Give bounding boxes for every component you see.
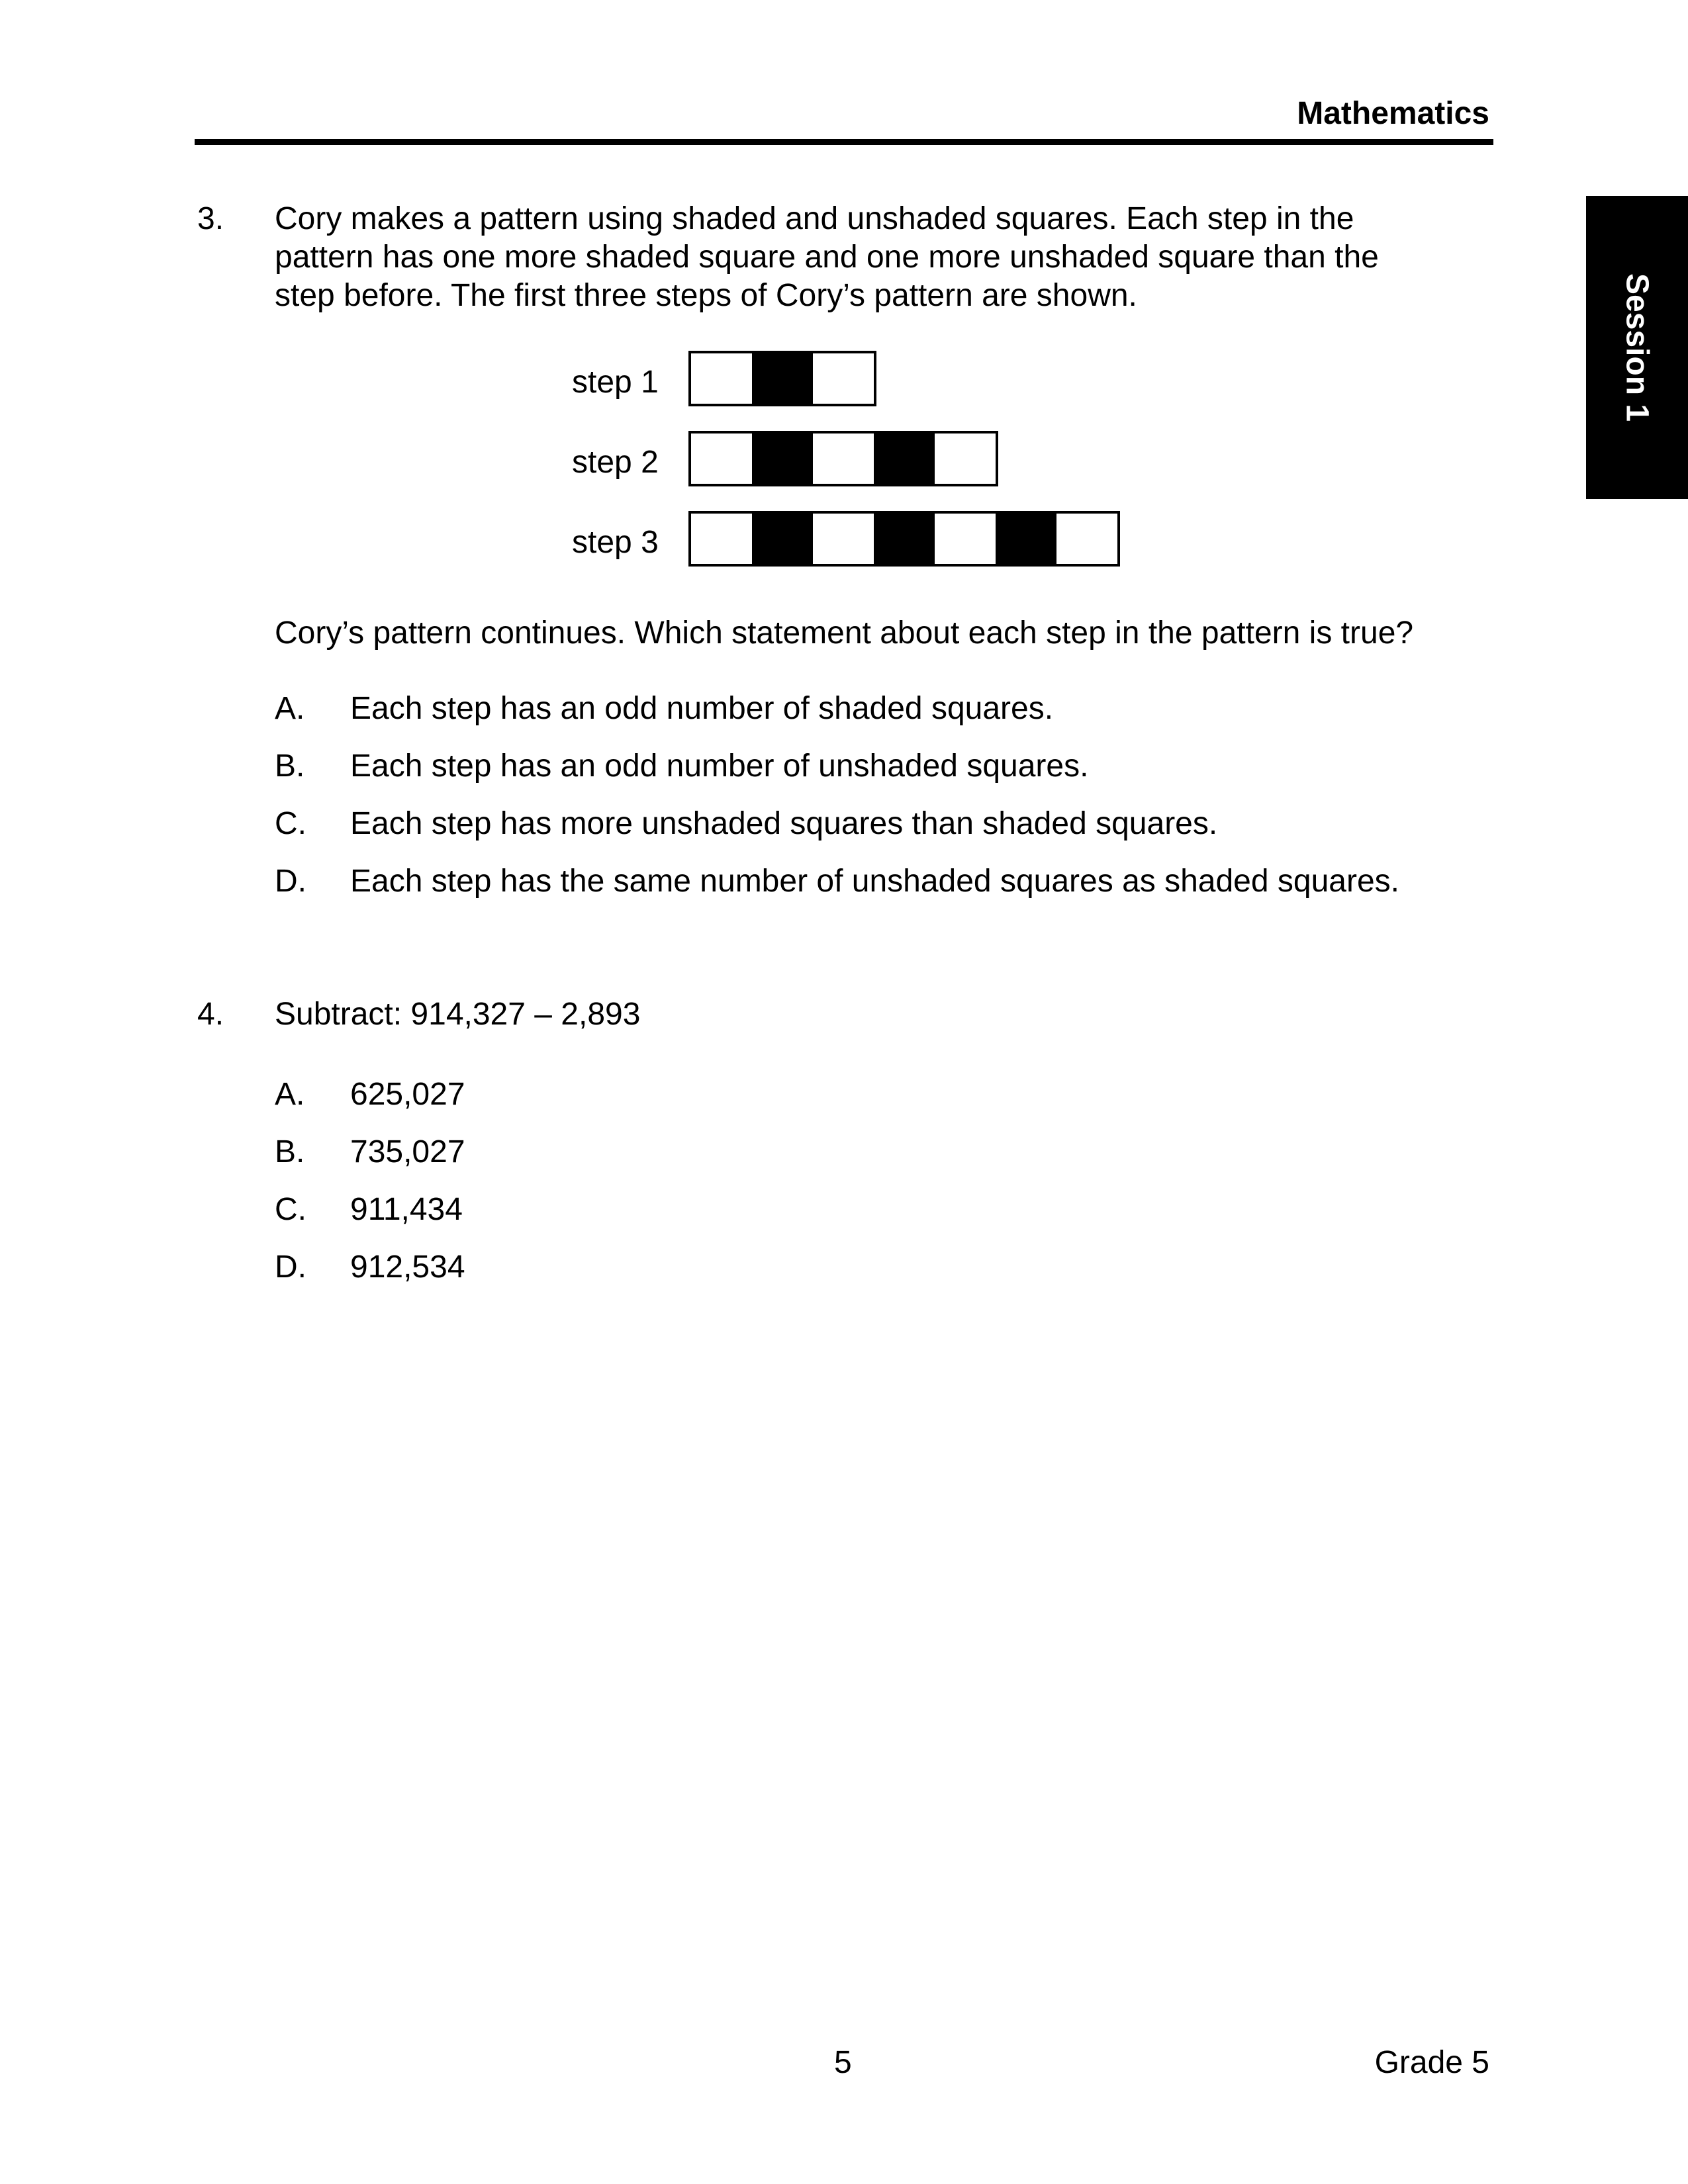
question-3-stem-line: step before. The first three steps of Cory’s pattern are shown. bbox=[275, 278, 1137, 313]
choice-letter: B. bbox=[275, 1134, 305, 1169]
choice-text: Each step has the same number of unshaded squares as shaded squares. bbox=[350, 864, 1400, 899]
header-subject: Mathematics bbox=[1297, 96, 1489, 131]
grade-label: Grade 5 bbox=[1374, 2045, 1489, 2080]
shaded-square bbox=[996, 514, 1056, 564]
step-label: step 1 bbox=[572, 365, 659, 400]
choice-text: Each step has an odd number of shaded squares. bbox=[350, 691, 1054, 726]
unshaded-square bbox=[691, 514, 752, 564]
question-4-prompt: Subtract: 914,327 – 2,893 bbox=[275, 997, 641, 1032]
question-3-choice-d[interactable] bbox=[275, 862, 1399, 901]
choice-letter: C. bbox=[275, 1192, 306, 1227]
unshaded-square bbox=[813, 433, 874, 484]
shaded-square bbox=[874, 433, 935, 484]
step-label: step 3 bbox=[572, 525, 659, 560]
choice-letter: D. bbox=[275, 1250, 306, 1285]
choice-text: 912,534 bbox=[350, 1250, 465, 1285]
question-3-prompt: Cory’s pattern continues. Which statement about each step in the pattern is true? bbox=[275, 615, 1414, 651]
choice-text: 911,434 bbox=[350, 1192, 463, 1227]
unshaded-square bbox=[813, 514, 874, 564]
question-3-stem-line: pattern has one more shaded square and one more unshaded square than the bbox=[275, 240, 1379, 275]
question-3-number: 3. bbox=[197, 201, 224, 236]
question-4-choice-c[interactable] bbox=[275, 1191, 463, 1229]
choice-letter: D. bbox=[275, 864, 306, 899]
question-3-choice-a[interactable] bbox=[275, 690, 1053, 728]
shaded-square bbox=[752, 514, 813, 564]
choice-text: Each step has more unshaded squares than shaded squares. bbox=[350, 806, 1218, 841]
unshaded-square bbox=[813, 353, 874, 404]
choice-text: Each step has an odd number of unshaded squares. bbox=[350, 749, 1089, 784]
choice-letter: C. bbox=[275, 806, 306, 841]
question-3-stem-line: Cory makes a pattern using shaded and unshaded squares. Each step in the bbox=[275, 201, 1354, 236]
page-number: 5 bbox=[834, 2045, 852, 2080]
session-tab-label: Session 1 bbox=[1619, 273, 1655, 422]
choice-letter: B. bbox=[275, 749, 305, 784]
unshaded-square bbox=[935, 433, 996, 484]
question-3-choice-c[interactable] bbox=[275, 805, 1217, 843]
unshaded-square bbox=[691, 353, 752, 404]
question-4-number: 4. bbox=[197, 997, 224, 1032]
choice-letter: A. bbox=[275, 1077, 305, 1112]
question-4-choice-a[interactable] bbox=[275, 1075, 465, 1114]
choice-letter: A. bbox=[275, 691, 305, 726]
question-4-choice-d[interactable] bbox=[275, 1248, 465, 1287]
unshaded-square bbox=[935, 514, 996, 564]
choice-text: 625,027 bbox=[350, 1077, 465, 1112]
question-4-choice-b[interactable] bbox=[275, 1133, 465, 1171]
question-3-choice-b[interactable] bbox=[275, 747, 1088, 786]
pattern-row-step-1 bbox=[688, 351, 876, 406]
shaded-square bbox=[752, 353, 813, 404]
unshaded-square bbox=[691, 433, 752, 484]
shaded-square bbox=[752, 433, 813, 484]
unshaded-square bbox=[1056, 514, 1117, 564]
shaded-square bbox=[874, 514, 935, 564]
header-rule bbox=[195, 139, 1493, 145]
pattern-row-step-2 bbox=[688, 431, 998, 486]
choice-text: 735,027 bbox=[350, 1134, 465, 1169]
pattern-row-step-3 bbox=[688, 511, 1120, 567]
step-label: step 2 bbox=[572, 445, 659, 480]
session-tab bbox=[1586, 196, 1688, 499]
question-3-stem bbox=[275, 200, 1466, 315]
